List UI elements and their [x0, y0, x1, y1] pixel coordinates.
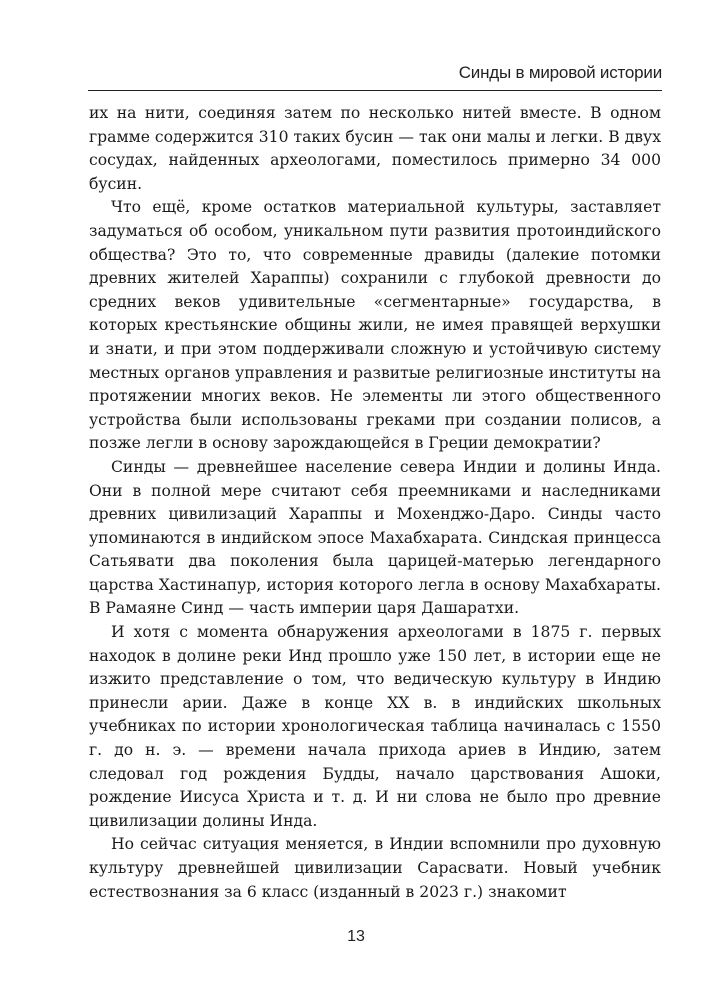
- paragraph: Синды — древнейшее население севера Индии и долины Инда. Они в полной мере считают себя преемниками и наследниками древних цивилизаций Хараппы и Мохенджо-Даро. Синды часто упоминаются в индийском эпосе Махабхарата. Синдская принцесса Сатьявати два поколения была царицей-матерью легендарного царства Хастинапур, история которого легла в основу Махабхараты. В Рамаяне Синд — часть империи царя Дашаратхи.: [89, 457, 661, 618]
- paragraph: Но сейчас ситуация меняется, в Индии вспомнили про духовную культуру древнейшей цивилизации Сарасвати. Новый учебник естествознания за 6 класс (изданный в 2023 г.) знакомит: [89, 835, 661, 901]
- page-number: 13: [347, 928, 365, 945]
- paragraph: Что ещё, кроме остатков материальной культуры, заставляет задуматься об особом, уникальном пути развития протоиндийского общества? Это то, что современные дравиды (далекие потомки древних жителей Хараппы) сохранили с глубокой древности до средних веков удивительные «сегментарные» государства, в которых крестьянские общины жили, не имея правящей верхушки и знати, и при этом поддерживали сложную и устойчивую систему местных органов управления и развитые религиозные институты на протяжении многих веков. Не элементы ли этого общественного устройства были использованы греками при создании полисов, а позже легли в основу зарождающейся в Греции демократии?: [89, 198, 661, 453]
- running-head: Синды в мировой истории: [88, 60, 662, 91]
- paragraph: И хотя с момента обнаружения археологами в 1875 г. первых находок в долине реки Инд прошло уже 150 лет, в истории еще не изжито представление о том, что ведическую культуру в Индию принесли арии. Даже в конце XX в. в индийских школьных учебниках по истории хронологическая таблица начиналась с 1550 г. до н. э. — времени начала прихода ариев в Индию, затем следовал год рождения Будды, начало царствования Ашоки, рождение Иисуса Христа и т. д. И ни слова не было про древние цивилизации долины Инда.: [89, 623, 661, 830]
- paragraph-continuation: их на нити, соединяя затем по несколько нитей вместе. В одном грамме содержится 310 таких бусин — так они малы и легки. В двух сосудах, найденных археологами, поместилось примерно 34 000 бусин.: [89, 104, 661, 193]
- body-text: [89, 102, 661, 904]
